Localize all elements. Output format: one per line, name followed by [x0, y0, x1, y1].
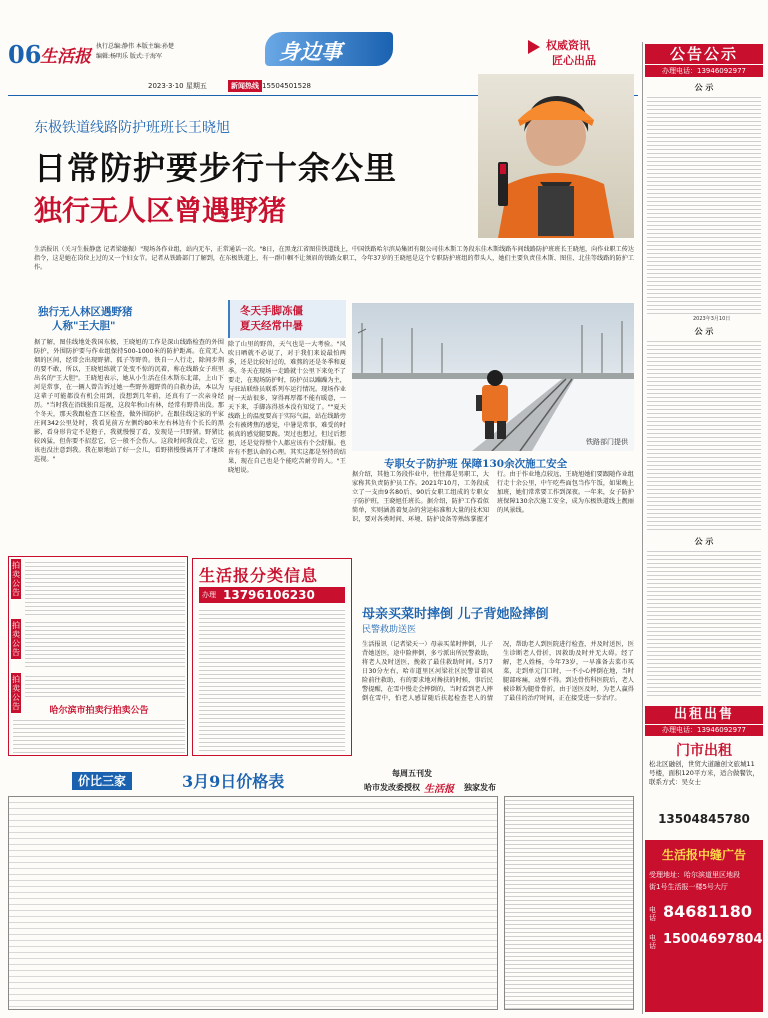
price-weekly: 每周五刊发 — [392, 769, 432, 778]
rent-contact: 13504845780 — [658, 812, 750, 826]
portrait-illustration — [478, 74, 634, 238]
classified-phone: 13796106230 — [223, 588, 315, 602]
price-paper: 生活报 — [424, 784, 454, 795]
subsection-title: 专职女子防护班 保障130余次施工安全 — [384, 458, 568, 470]
ad-title: 生活报中缝广告 — [661, 848, 746, 862]
hotline-label: 新闻热线 — [228, 80, 262, 92]
col2-title-2: 夏天经常中暑 — [240, 320, 303, 332]
col3-body: 据介绍，其他工务段作业中，往往都是男职工，大家称其负责防护员工作。2021年10月，工务段成立了一支由9名80后、90后女职工组成的专职女子防护班，王晓旭任班长。据介绍，防护工作看似简单，实则涵盖着复杂的营运标准和大量的技术知识，要对各类时间、环境、防护设备等熟练掌握才行。由于作业地点较远，王晓旭她们要跟随作业组行走十余公里，中午吃些面包当作午饭，如果晚上加班，她们常常要工作到深夜。一年来，女子防护班保障130余次施工安全，成为东极铁道线上靓丽的风景线。 — [352, 471, 634, 523]
arrow-icon — [528, 40, 540, 54]
rent-subtitle: 门市出租 — [676, 743, 732, 759]
date-line: 2023·3·10 星期五 — [148, 82, 207, 90]
col1-body: 据了解，图佳线地处我国东极，王晓旭的工作是深山线路检查的外围防护，外围防护要与作业组保持500-1000米的防护距离。在荒无人烟的区间，经常会出现野猪、狐子等野兽。铁自一人行走，除间步荆的要不敢，所以，王晓旭练就了处变不惊的沉着，称在线路女子班里出名的"王大胆"。王晓旭表示，她从小生活在佳木斯东北部，上山下河是常事，在一辆人曾告诉过她一些野外遇野兽的自救办法，本以为这辈子可能都没有机会用到，没想到几年前，还真有了一次亲身经历。"当时我在沿线独自巡视，这段年秋山有林，经常有野兽出没。那个冬天，那天我跟检查工区检查，做外围防护。在跟佳线这家的平家庄间342公里处时，我看见前方左侧约80米左右林边有个长长的黑影，看身形肯定不是狍子，我就慢慢了看，发现是一只野猪。野猪比较凶猛，但你要不招惹它，它一般不会伤人。这段时间我没走，它应该也没注意到我。我在原地站了好一会儿，看野猪慢慢离开了才继续巡视。" — [34, 339, 224, 463]
classified-title: 生活报分类信息 — [199, 566, 319, 585]
classified-text — [199, 607, 345, 753]
price-exclusive: 独家发布 — [464, 783, 496, 792]
notice-2-text — [647, 338, 761, 532]
sidebar-phone: 办理电话：13946092977 — [645, 65, 763, 77]
portrait-photo — [478, 74, 634, 238]
price-tag: 价比三家 — [72, 772, 132, 790]
ad-line-1: 受理地址：哈尔滨道里区地段 — [649, 871, 740, 879]
section-title: 身边事 — [279, 39, 342, 64]
hotline-number: 15504501528 — [262, 82, 311, 90]
notice-3-text — [647, 548, 761, 698]
sidebar-title: 公告公示 — [645, 44, 763, 64]
price-header — [72, 769, 634, 795]
notice-2-title: 公 示 — [694, 327, 714, 336]
editor-line-2: 编辑:杨明乐 版式:于海军 — [96, 53, 162, 60]
ad-line-2: 街1号生活报一楼5号大厅 — [649, 883, 728, 891]
notice-1-title: 公 示 — [694, 83, 714, 92]
classified-phone-label: 办理 — [202, 591, 216, 599]
ad-phone-2: 15004697804 — [663, 932, 763, 947]
auction-text — [13, 717, 185, 753]
price-table-right — [504, 796, 634, 1010]
ad-label-2: 拍卖公告 — [12, 621, 20, 657]
ad-box — [645, 840, 763, 1012]
slogan-2: 匠心出品 — [552, 54, 596, 67]
notice-3-title: 公 示 — [694, 537, 714, 546]
paper-name: 生活报 — [40, 47, 91, 67]
news2-subhead: 民警救助送医 — [362, 625, 417, 635]
snow-photo — [352, 303, 634, 451]
notice-1-date: 2023年3月10日 — [693, 316, 731, 322]
ad-text-3 — [25, 673, 185, 699]
photo-caption: 铁路部门提供 — [586, 438, 628, 446]
price-auth: 哈市发改委授权 — [364, 783, 420, 792]
section-banner — [265, 32, 393, 66]
snow-scene-illustration — [352, 303, 634, 451]
col2-body: 除了山里的野兽，天气也是一大考验。"风吹日晒就不必说了，对于我们来说最怕两季，还是比较好过的，难熬的还是冬季和夏季。冬天在现场一走路就十公里下来免不了要走，在现场防护时，防护员以躁躁为主，与驻站联络员联系列车运行情况。现场作业时一天站很多，穿得再厚都不能有暖意，一天下来，手脚冻得基本没有知觉了。""夏天线路上的温度要高于实际气温，站在线路旁会有被烤焦的感觉，中暑是常事，难受的时候真的感觉腿要跪。哭过也想过，但过后想想，还是觉得整个人都应该有个会舒服。也许有不想认命的心理。其实这都是坚持的结果，现在自己也是个能吃苦耐劳的人。"王晓旭说。 — [228, 341, 346, 474]
ad-phone-2-label: 电话 — [649, 934, 656, 950]
col1-title-2: 人称"王大胆" — [52, 320, 116, 332]
headline-1: 日常防护要步行十余公里 — [34, 149, 398, 187]
ad-phone-1: 84681180 — [663, 902, 753, 921]
lead-intro: 生活报讯（关习生报静盘 记者梁德振）"现场各作业组，站内无车，正常通话一次。"8日，在黑龙江省图佳铁道线上，中国铁路哈尔滨局集团有限公司佳木斯工务段东佳木斯线路车间线路防护班班长王晓旭，向作业职工传达指令，这是她在岗位上过的又一个妇女节。记者从铁路部门了解到，在东极铁道上，有一群巾帼不让须眉的铁路女职工，今年37岁的王晓旭是这个专职防护班组的带头人，她们主要负责佳木斯、图佳、北佳等线路的防护工作。 — [34, 246, 634, 271]
price-table-left — [8, 796, 498, 1010]
left-ads — [8, 556, 188, 756]
rent-phone: 办理电话：13946092977 — [645, 725, 763, 736]
page-number: 06 — [8, 40, 42, 69]
classified-phone-box — [199, 587, 345, 603]
auction-title: 哈尔滨市拍卖行拍卖公告 — [49, 706, 149, 716]
editor-line-1: 执行总编:静伟 本版主编:孙楚 — [96, 43, 174, 50]
col2-title-1: 冬天手脚冻僵 — [240, 305, 303, 317]
classified-ad — [192, 558, 352, 756]
news2-body: 生活报讯（记者梁天一）母亲买菜时摔倒，儿子背她送医，途中险摔倒，多亏派出所民警救助，将老人及时送医，挽救了最佳救助时间。5月7日30分左右，哈市道里区河梁社区民警冒着风险前往救助，有的要求地对搀扶的时候，事后民警提醒，在雪中慢走会摔倒的，当时看到老人摔倒在雪中，怕老人感冒随后扶起检查老人的情况，帮助老人到医院进行检查，并及时送医，医生诊断老人骨折，因救助及时并无大碍。经了解，老人姓杨，今年73岁，一早准备去菜市买菜，走到单元门口时，一不小心摔倒在地，当时腿部疼痛，动弹不得。到达骨伤科医院后，老人被诊断为腿骨骨折，由于送医及时，为老人赢得了最佳的治疗时间，正在接受进一步治疗。 — [362, 641, 634, 702]
news2-headline: 母亲买菜时摔倒 儿子背她险摔倒 — [362, 607, 549, 622]
rent-title: 出租出售 — [645, 706, 763, 724]
ad-label-3: 拍卖公告 — [12, 675, 20, 711]
lead-kicker: 东极铁道线路防护班班长王晓旭 — [34, 120, 230, 136]
slogan-1: 权威资讯 — [546, 39, 590, 52]
rent-body: 松北区融创，世贸大道融创文旅城11号楼，面积120平方米，适合做餐饮，联系方式：吴女士 — [649, 760, 759, 786]
ad-text-1 — [25, 559, 185, 615]
column-1 — [34, 300, 224, 550]
ad-phone-1-label: 电话 — [649, 906, 656, 922]
price-title: 3月9日价格表 — [182, 772, 285, 791]
notice-1-text — [647, 94, 761, 314]
ad-text-2 — [25, 619, 185, 669]
sidebar — [642, 42, 764, 1014]
col1-title-1: 独行无人林区遇野猪 — [38, 306, 133, 318]
headline-2: 独行无人区曾遇野猪 — [34, 194, 287, 227]
column-2-head — [228, 300, 346, 338]
ad-label-1: 拍卖公告 — [12, 561, 20, 597]
